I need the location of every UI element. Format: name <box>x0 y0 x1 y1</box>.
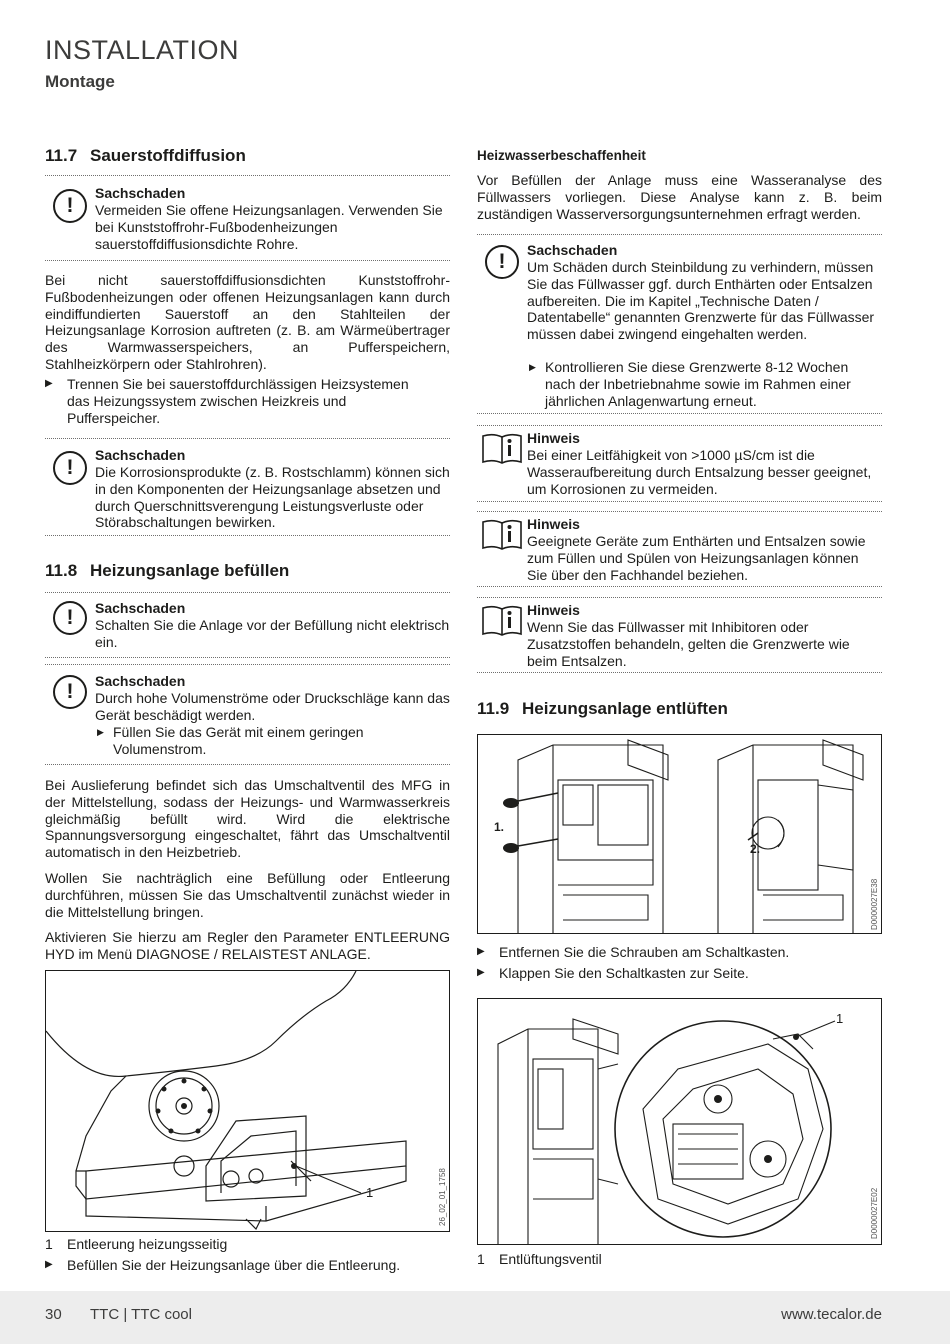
info-text: Geeignete Geräte zum Enthärten und Entsalzen sowie zum Füllen und Spülen von Heizungsanlagen können Sie über den Fachhandel beziehen. <box>527 533 866 583</box>
figure-step-1: 1. <box>494 820 505 834</box>
info-box <box>477 597 882 673</box>
figure-callout: 1 <box>366 1185 374 1200</box>
info-box <box>477 425 882 502</box>
footer-url[interactable]: www.tecalor.de <box>781 1306 882 1323</box>
subheading: Heizwasserbeschaffenheit <box>477 148 646 163</box>
warning-box <box>45 664 450 765</box>
section-title-11-9: 11.9 Heizungsanlage entlüften <box>477 699 728 718</box>
figure-legend: 1 Entlüftungsventil <box>477 1251 602 1267</box>
warning-box <box>45 175 450 261</box>
paragraph: Bei nicht sauerstoffdiffusionsdichten Kunststoffrohr-Fußbodenheizungen oder offenen Heizungsanlagen kann durch eindiffundierten Sauerstoff an den Stahlteilen der Heizungsanlage Korrosion auftreten (z. B. am Wärmeübertrager des Warmwasserspeichers, an Pufferspeichern, Stahlheizkörpern oder Stahlrohren). <box>45 272 450 372</box>
info-title: Hinweis <box>527 602 580 618</box>
warning-title: Sachschaden <box>95 673 186 689</box>
book-info-icon <box>481 432 523 464</box>
warning-text: Um Schäden durch Steinbildung zu verhindern, müssen Sie das Füllwasser ggf. durch Enthärten oder Entsalzen aufbereiten. Die im Kapitel „Technische Daten / Datentabelle“ genannten Grenzwerte für das Füllwasser müssen dabei zwingend eingehalten werden. <box>527 259 875 343</box>
figure-code: 26_02_01_1758 <box>438 1168 447 1226</box>
book-info-icon <box>481 518 523 550</box>
warning-icon: ! <box>53 189 87 223</box>
figure-vent-valve <box>477 998 882 1245</box>
instruction-bullet: ▶ Befüllen Sie der Heizungsanlage über die Entleerung. <box>45 1257 450 1274</box>
warning-icon: ! <box>53 451 87 485</box>
warning-text: Vermeiden Sie offene Heizungsanlagen. Verwenden Sie bei Kunststoffrohr-Fußbodenheizungen sauerstoffdiffusionsdichte Rohre. <box>95 202 443 252</box>
book-info-icon <box>481 604 523 636</box>
warning-title: Sachschaden <box>95 600 186 616</box>
figure-callout: 1 <box>836 1011 844 1026</box>
paragraph: Aktivieren Sie hierzu am Regler den Parameter ENTLEERUNG HYD im Menü DIAGNOSE / RELAISTEST ANLAGE. <box>45 929 450 962</box>
paragraph: Bei Auslieferung befindet sich das Umschaltventil des MFG in der Mittelstellung, sodass der Heizungs- und Warmwasserkreis gleichmäßig befüllt wird. Wird die elektrische Spannungsversorgung eingeschaltet, fährt das Umschaltventil automatisch in den Heizbetrieb. <box>45 777 450 861</box>
warning-box <box>45 438 450 536</box>
instruction-bullet: ▶ Entfernen Sie die Schrauben am Schaltkasten. <box>477 944 882 961</box>
switch-box-illustration <box>478 735 882 934</box>
warning-icon: ! <box>53 601 87 635</box>
vent-valve-illustration <box>478 999 882 1245</box>
warning-title: Sachschaden <box>527 242 618 258</box>
paragraph: Vor Befüllen der Anlage muss eine Wasseranalyse des Füllwassers vorliegen. Diese Analyse kann z. B. beim zuständigen Wasserversorgungsunternehmen erfragt werden. <box>477 172 882 222</box>
warning-text: Die Korrosionsprodukte (z. B. Rostschlamm) können sich in den Komponenten der Heizungsanlage absetzen und durch Querschnittsverengung Leistungsverluste oder Störabschaltungen bewirken. <box>95 464 450 531</box>
page-title: INSTALLATION <box>45 35 240 65</box>
info-text: Bei einer Leitfähigkeit von >1000 µS/cm ist die Wasseraufbereitung durch Entsalzung besser geeignet, um Korrosionen zu vermeiden. <box>527 447 872 497</box>
info-text: Wenn Sie das Füllwasser mit Inhibitoren oder Zusatzstoffen behandeln, gelten die Grenzwerte wie beim Entsalzen. <box>527 619 850 669</box>
drain-illustration <box>46 971 450 1232</box>
warning-box <box>477 234 882 414</box>
figure-code: D0000027E38 <box>870 878 879 930</box>
warning-bullet: ▶ Kontrollieren Sie diese Grenzwerte 8-12 Wochen nach der Inbetriebnahme sowie im Rahmen einer jährlichen Anlagenwartung erneut. <box>527 359 882 409</box>
figure-legend: 1 Entleerung heizungsseitig <box>45 1236 228 1252</box>
info-title: Hinweis <box>527 430 580 446</box>
info-box <box>477 511 882 587</box>
instruction-bullet: ▶ Klappen Sie den Schaltkasten zur Seite. <box>477 965 882 982</box>
page-number: 30 <box>45 1306 62 1323</box>
info-title: Hinweis <box>527 516 580 532</box>
warning-icon: ! <box>53 675 87 709</box>
warning-text: Durch hohe Volumenströme oder Druckschläge kann das Gerät beschädigt werden. <box>95 690 450 723</box>
figure-code: D0000027E02 <box>870 1187 879 1239</box>
warning-title: Sachschaden <box>95 185 186 201</box>
section-title-11-7: 11.7 Sauerstoffdiffusion <box>45 146 246 165</box>
figure-drain-valve <box>45 970 450 1232</box>
warning-bullet: ▶ Füllen Sie das Gerät mit einem geringen Volumenstrom. <box>95 724 450 758</box>
product-name: TTC | TTC cool <box>90 1306 192 1323</box>
page-subtitle: Montage <box>45 72 115 91</box>
warning-text: Schalten Sie die Anlage vor der Befüllung nicht elektrisch ein. <box>95 617 450 650</box>
figure-step-2: 2. <box>750 842 761 856</box>
figure-switch-box <box>477 734 882 934</box>
instruction-bullet: ▶ Trennen Sie bei sauerstoffdurchlässigen Heizsystemen das Heizungssystem zwischen Heizkreis und Pufferspeicher. <box>45 376 415 426</box>
section-title-11-8: 11.8 Heizungsanlage befüllen <box>45 561 290 580</box>
warning-icon: ! <box>485 245 519 279</box>
paragraph: Wollen Sie nachträglich eine Befüllung oder Entleerung durchführen, müssen Sie das Umschaltventil zunächst wieder in die Mittelstellung bringen. <box>45 870 450 920</box>
warning-box <box>45 592 450 658</box>
warning-title: Sachschaden <box>95 447 186 463</box>
